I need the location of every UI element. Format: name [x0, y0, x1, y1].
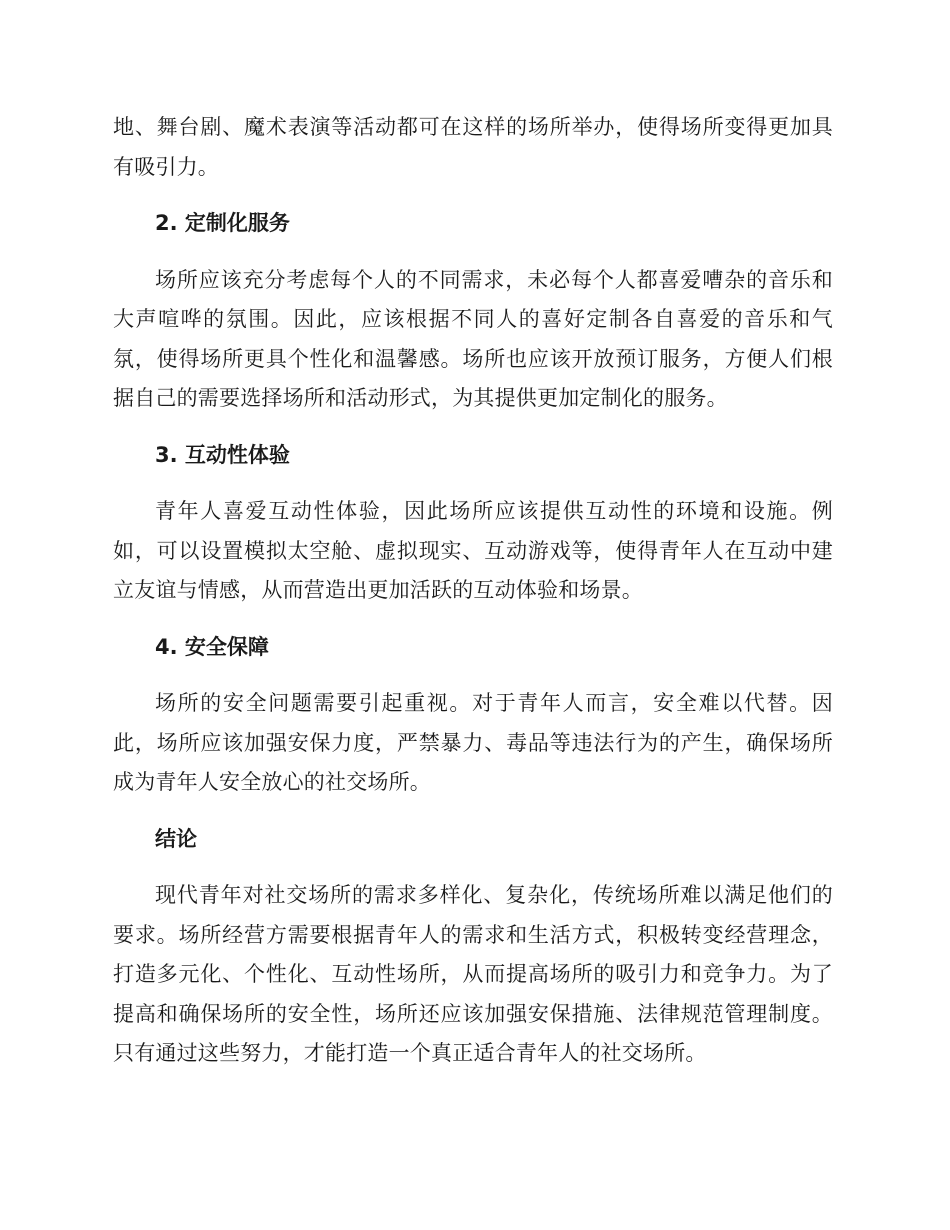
- section-paragraph-conclusion: 现代青年对社交场所的需求多样化、复杂化，传统场所难以满足他们的要求。场所经营方需要根据青年人的需求和生活方式，积极转变经营理念，打造多元化、个性化、互动性场所，从而提高场所的吸引力和竞争力。为了提高和确保场所的安全性，场所还应该加强安保措施、法律规范管理制度。只有通过这些努力，才能打造一个真正适合青年人的社交场所。: [113, 883, 833, 1065]
- section-paragraph-customized-service: 场所应该充分考虑每个人的不同需求，未必每个人都喜爱嘈杂的音乐和大声喧哗的氛围。因此，应该根据不同人的喜好定制各自喜爱的音乐和气氛，使得场所更具个性化和温馨感。场所也应该开放预订服务，方便人们根据自己的需要选择场所和活动形式，为其提供更加定制化的服务。: [113, 267, 833, 410]
- section-paragraph-interactive-experience: 青年人喜爱互动性体验，因此场所应该提供互动性的环境和设施。例如，可以设置模拟太空舱、虚拟现实、互动游戏等，使得青年人在互动中建立友谊与情感，从而营造出更加活跃的互动体验和场景。: [113, 499, 833, 602]
- section-heading-conclusion: 结论: [155, 826, 197, 851]
- section-heading-safety: 4. 安全保障: [155, 634, 269, 659]
- section-heading-customized-service: 2. 定制化服务: [155, 211, 290, 235]
- continuation-paragraph: 地、舞台剧、魔术表演等活动都可在这样的场所举办，使得场所变得更加具有吸引力。: [113, 115, 833, 179]
- document-page: [113, 108, 833, 1074]
- section-paragraph-safety: 场所的安全问题需要引起重视。对于青年人而言，安全难以代替。因此，场所应该加强安保力度，严禁暴力、毒品等违法行为的产生，确保场所成为青年人安全放心的社交场所。: [113, 691, 833, 794]
- section-heading-interactive-experience: 3. 互动性体验: [155, 442, 290, 467]
